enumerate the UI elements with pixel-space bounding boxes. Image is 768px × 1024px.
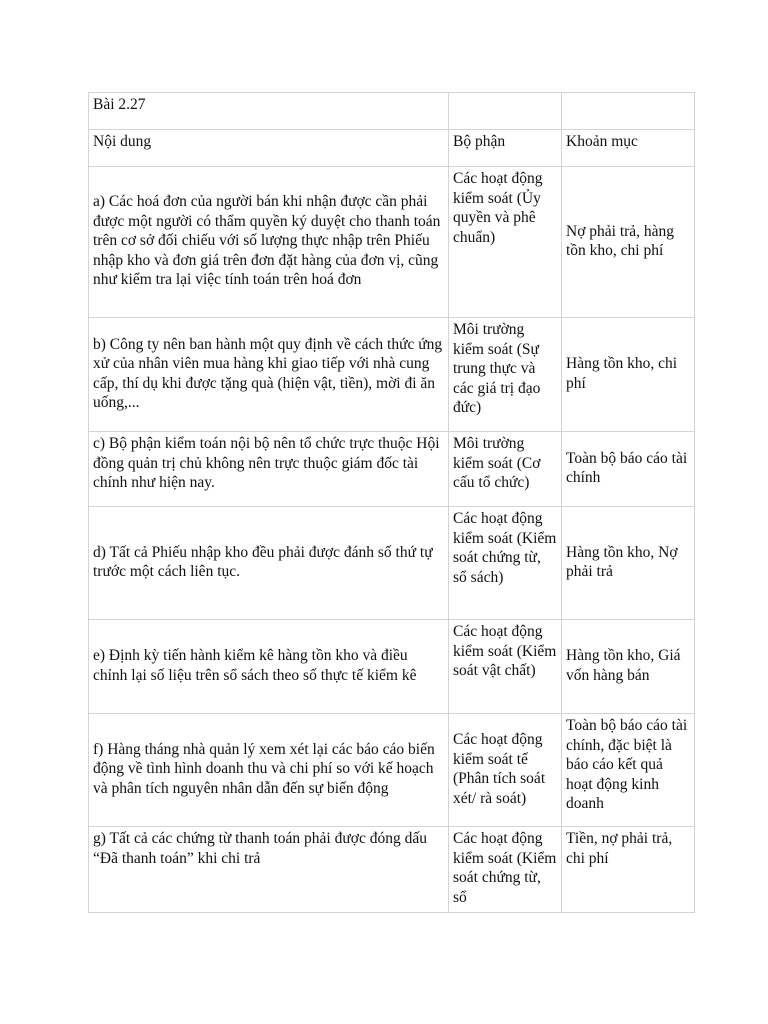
table-row [89,167,695,318]
document-page [88,92,694,913]
row-component-cell [449,827,562,913]
table-row [89,432,695,507]
table-row [89,507,695,620]
table-row [89,318,695,432]
row-component: Các hoạt động kiểm soát (Kiểm soát chứng từ, sổ [453,830,557,906]
table-row [89,714,695,827]
row-content: e) Định kỳ tiến hành kiểm kê hàng tồn kho và điều chỉnh lại số liệu trên sổ sách theo số thực tế kiểm kê [89,620,449,714]
row-content: a) Các hoá đơn của người bán khi nhận được cần phải được một người có thẩm quyền ký duyệt cho thanh toán trên cơ sở đối chiếu với số lượng thực nhập trên Phiếu nhập kho và đơn giá trên đơn đặt hàng của đơn vị, cũng như kiểm tra lại việc tính toán trên hoá đơn [89,167,449,318]
row-account: Hàng tồn kho, Nợ phải trả [562,507,695,620]
row-content: c) Bộ phận kiểm toán nội bộ nên tổ chức trực thuộc Hội đồng quản trị chủ không nên trực thuộc giám đốc tài chính như hiện nay. [89,432,449,507]
table-row [89,827,695,913]
row-component: Môi trường kiểm soát (Sự trung thực và các giá trị đạo đức) [449,318,562,432]
empty-cell [449,93,562,130]
row-component: Môi trường kiểm soát (Cơ cấu tổ chức) [449,432,562,507]
exercise-title: Bài 2.27 [89,93,449,130]
row-account: Hàng tồn kho, Giá vốn hàng bán [562,620,695,714]
header-component: Bộ phận [449,130,562,167]
row-content: d) Tất cả Phiếu nhập kho đều phải được đánh số thứ tự trước một cách liên tục. [89,507,449,620]
row-component: Các hoạt động kiểm soát (Ủy quyền và phê chuẩn) [449,167,562,318]
row-component: Các hoạt động kiểm soát tế (Phân tích soát xét/ rà soát) [449,714,562,827]
header-content: Nội dung [89,130,449,167]
row-account: Toàn bộ báo cáo tài chính, đặc biệt là báo cáo kết quả hoạt động kinh doanh [562,714,695,827]
header-row [89,130,695,167]
row-account: Tiền, nợ phải trả, chi phí [562,827,695,913]
row-content: g) Tất cả các chứng từ thanh toán phải được đóng dấu “Đã thanh toán” khi chi trả [89,827,449,913]
row-content: b) Công ty nên ban hành một quy định về cách thức ứng xử của nhân viên mua hàng khi giao tiếp với nhà cung cấp, thí dụ khi được tặng quà (hiện vật, tiền), mời đi ăn uống,... [89,318,449,432]
table-row [89,620,695,714]
row-account: Nợ phải trả, hàng tồn kho, chi phí [562,167,695,318]
title-row [89,93,695,130]
empty-cell [562,93,695,130]
control-table [88,92,695,913]
row-content: f) Hàng tháng nhà quản lý xem xét lại các báo cáo biến động về tình hình doanh thu và chi phí so với kế hoạch và phân tích nguyên nhân dẫn đến sự biến động [89,714,449,827]
row-account: Toàn bộ báo cáo tài chính [562,432,695,507]
row-component: Các hoạt động kiểm soát (Kiểm soát vật chất) [449,620,562,714]
row-account: Hàng tồn kho, chi phí [562,318,695,432]
header-account: Khoản mục [562,130,695,167]
row-component: Các hoạt động kiểm soát (Kiểm soát chứng từ, sổ sách) [449,507,562,620]
